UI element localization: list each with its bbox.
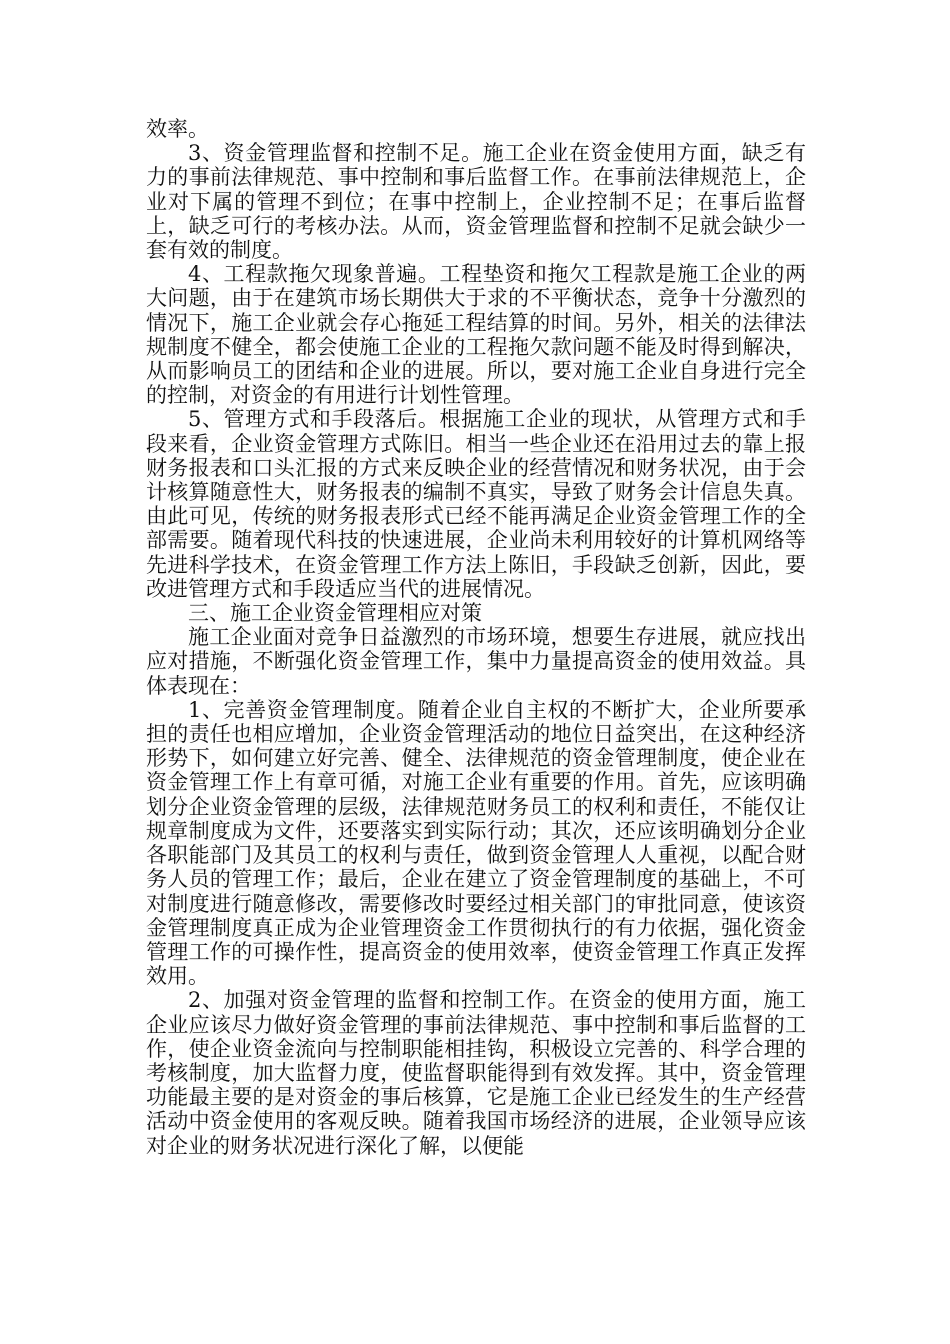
paragraph-measure-2: 2、加强对资金管理的监督和控制工作。在资金的使用方面，施工企业应该尽力做好资金管理的事前法律规范、事中控制和事后监督的工作，使企业资金流向与控制职能相挂钩，积极设立完善的、科学合理的考核制度，加大监督力度，使监督职能得到有效发挥。其中，资金管理功能最主要的是对资金的事后核算，它是施工企业已经发生的生产经营活动中资金使用的客观反映。随着我国市场经济的进展，企业领导应该对企业的财务状况进行深化了解，以便能 (146, 988, 806, 1158)
paragraph-measure-1: 1、完善资金管理制度。随着企业自主权的不断扩大，企业所要承担的责任也相应增加，企业资金管理活动的地位日益突出，在这种经济形势下，如何建立好完善、健全、法律规范的资金管理制度，使企业在资金管理工作上有章可循，对施工企业有重要的作用。首先，应该明确划分企业资金管理的层级，法律规范财务员工的权利和责任，不能仅让规章制度成为文件，还要落实到实际行动；其次，还应该明确划分企业各职能部门及其员工的权利与责任，做到资金管理人人重视，以配合财务人员的管理工作；最后，企业在建立了资金管理制度的基础上，不可对制度进行随意修改，需要修改时要经过相关部门的审批同意，使该资金管理制度真正成为企业管理资金工作贯彻执行的有力依据，强化资金管理工作的可操作性，提高资金的使用效率，使资金管理工作真正发挥效用。 (146, 697, 806, 989)
section-heading-3: 三、施工企业资金管理相应对策 (188, 601, 482, 626)
paragraph-continuation: 效率。 (146, 117, 209, 141)
document-body (146, 117, 806, 1158)
paragraph-point-5: 5、管理方式和手段落后。根据施工企业的现状，从管理方式和手段来看，企业资金管理方式陈旧。相当一些企业还在沿用过去的靠上报财务报表和口头汇报的方式来反映企业的经营情况和财务状况，由于会计核算随意性大，财务报表的编制不真实，导致了财务会计信息失真。由此可见，传统的财务报表形式已经不能再满足企业资金管理工作的全部需要。随着现代科技的快速进展，企业尚未利用较好的计算机网络等先进科学技术，在资金管理工作方法上陈旧，手段缺乏创新，因此，要改进管理方式和手段适应当代的进展情况。 (146, 407, 806, 601)
paragraph-point-3: 3、资金管理监督和控制不足。施工企业在资金使用方面，缺乏有力的事前法律规范、事中控制和事后监督工作。在事前法律规范上，企业对下属的管理不到位；在事中控制上，企业控制不足；在事后监督上，缺乏可行的考核办法。从而，资金管理监督和控制不足就会缺少一套有效的制度。 (146, 141, 806, 263)
paragraph-intro-measures: 施工企业面对竞争日益激烈的市场环境，想要生存进展，就应找出应对措施，不断强化资金管理工作，集中力量提高资金的使用效益。具体表现在： (146, 625, 806, 698)
paragraph-point-4: 4、工程款拖欠现象普遍。工程垫资和拖欠工程款是施工企业的两大问题，由于在建筑市场长期供大于求的不平衡状态，竞争十分激烈的情况下，施工企业就会存心拖延工程结算的时间。另外，相关的法律法规制度不健全，都会使施工企业的工程拖欠款问题不能及时得到解决，从而影响员工的团结和企业的进展。所以，要对施工企业自身进行完全的控制，对资金的有用进行计划性管理。 (146, 262, 806, 408)
